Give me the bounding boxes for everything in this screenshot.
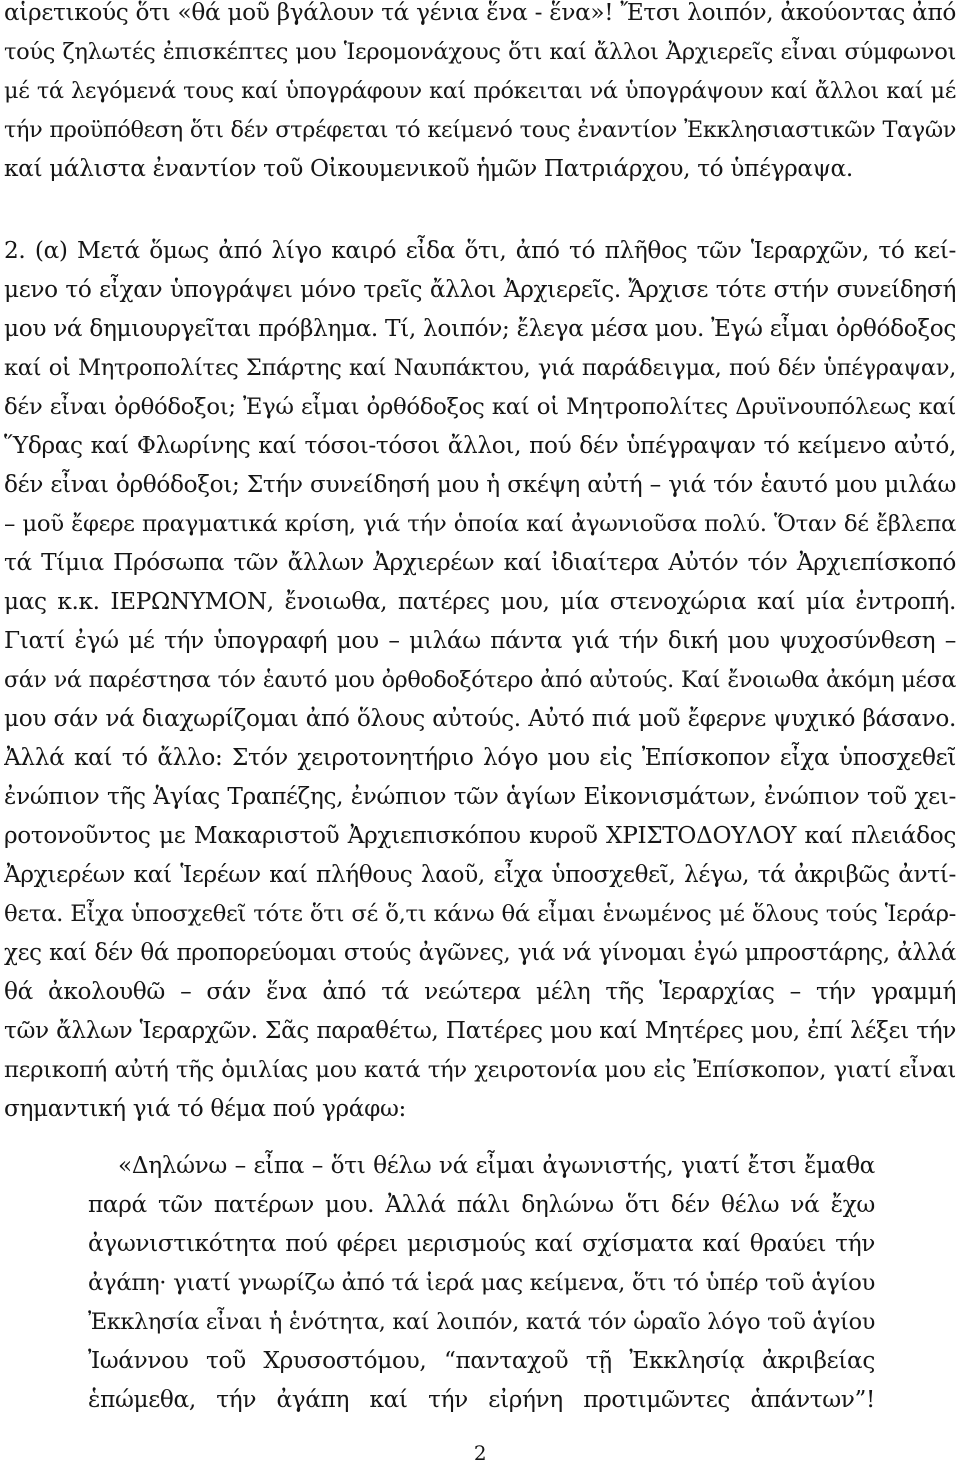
quote-line: παρά τῶν πατέρων μου. Ἀλλά πάλι δηλώνω ὅτι δέν θέλω νά ἔχω — [88, 1191, 875, 1218]
text-line: Ἀλλά καί τό ἄλλο: Στόν χειροτονητήριο λόγο μου εἰς Ἐπίσκοπον εἶχα ὑποσχεθεῖ — [4, 744, 956, 771]
text-line: περικοπή αὐτή τῆς ὁμιλίας μου κατά τήν χειροτονία μου εἰς Ἐπίσκοπον, γιατί εἶναι — [4, 1057, 956, 1083]
quote-line: «Δηλώνω – εἶπα – ὅτι θέλω νά εἶμαι ἀγωνιστής, γιατί ἔτσι ἔμαθα — [118, 1152, 875, 1179]
quote-line: ἀγωνιστικότητα πού φέρει μερισμούς καί σχίσματα καί θραύει τήν — [88, 1230, 875, 1257]
quote-line: Ἐκκλησία εἶναι ἡ ἑνότητα, καί λοιπόν, κατά τόν ὡραῖο λόγο τοῦ ἁγίου — [88, 1309, 875, 1335]
text-line: Γιατί ἐγώ μέ τήν ὑπογραφή μου – μιλάω πάντα γιά τήν δική μου ψυχοσύνθεση – — [4, 627, 956, 654]
text-line: μου σάν νά διαχωρίζομαι ἀπό ὅλους αὐτούς. Αὐτό πιά μοῦ ἔφερνε ψυχικό βάσανο. — [4, 705, 956, 732]
text-line: ροτονοῦντος με Μακαριστοῦ Ἀρχιεπισκόπου κυροῦ ΧΡΙΣΤΟΔΟΥΛΟΥ καί πλειάδος — [4, 822, 956, 849]
text-line: τά Τίμια Πρόσωπα τῶν ἄλλων Ἀρχιερέων καί ἰδιαίτερα Αὐτόν τόν Ἀρχιεπίσκοπό — [4, 549, 956, 576]
text-line: 2. (α) Μετά ὅμως ἀπό λίγο καιρό εἶδα ὅτι, ἀπό τό πλῆθος τῶν Ἱεραρχῶν, τό κεί- — [4, 237, 956, 264]
text-line: σημαντική γιά τό θέμα πού γράφω: — [4, 1095, 406, 1122]
text-line: μου νά δημιουργεῖται πρόβλημα. Τί, λοιπόν; ἔλεγα μέσα μου. Ἐγώ εἶμαι ὀρθόδοξος — [4, 315, 956, 342]
text-line: σάν νά παρέστησα τόν ἑαυτό μου ὀρθοδοξότερο ἀπό αὐτούς. Καί ἔνοιωθα ἀκόμη μέσα — [4, 667, 956, 693]
text-line: χες καί δέν θά προπορεύομαι στούς ἀγῶνες, γιά νά γίνομαι ἐγώ μπροστάρης, ἀλλά — [4, 940, 956, 966]
text-line: θετα. Εἶχα ὑποσχεθεῖ τότε ὅτι σέ ὅ,τι κάνω θά εἶμαι ἑνωμένος μέ ὅλους τούς Ἱεράρ- — [4, 901, 956, 927]
text-line: τούς ζηλωτές ἐπισκέπτες μου Ἱερομονάχους ὅτι καί ἄλλοι Ἀρχιερεῖς εἶναι σύμφωνοι — [4, 39, 956, 65]
text-line: καί μάλιστα ἐναντίον τοῦ Οἰκουμενικοῦ ἡμῶν Πατριάρχου, τό ὑπέγραψα. — [4, 155, 853, 182]
text-line: θά ἀκολουθῶ – σάν ἕνα ἀπό τά νεώτερα μέλη τῆς Ἱεραρχίας – τήν γραμμή — [4, 978, 956, 1005]
quote-line: ἑπώμεθα, τήν ἀγάπη καί τήν εἰρήνη προτιμῶντες ἁπάντων”! — [88, 1386, 875, 1413]
text-line: δέν εἶναι ὀρθόδοξοι; Ἐγώ εἶμαι ὀρθόδοξος καί οἱ Μητροπολίτες Δρυϊνουπόλεως καί — [4, 394, 956, 420]
quote-line: ἀγάπη· γιατί γνωρίζω ἀπό τά ἱερά μας κείμενα, ὅτι τό ὑπέρ τοῦ ἁγίου — [88, 1270, 875, 1296]
quote-line: Ἰωάννου τοῦ Χρυσοστόμου, “πανταχοῦ τῇ Ἐκκλησίᾳ ἀκριβείας — [88, 1347, 875, 1374]
text-line: Ἀρχιερέων καί Ἱερέων καί πλήθους λαοῦ, εἶχα ὑποσχεθεῖ, λέγω, τά ἀκριβῶς ἀντί- — [4, 861, 956, 888]
text-line: ἐνώπιον τῆς Ἁγίας Τραπέζης, ἐνώπιον τῶν ἁγίων Εἰκονισμάτων, ἐνώπιον τοῦ χει- — [4, 783, 956, 810]
text-line: δέν εἶναι ὀρθόδοξοι; Στήν συνείδησή μου ἡ σκέψη αὐτή – γιά τόν ἑαυτό μου μιλάω — [4, 471, 956, 498]
text-line: αἱρετικούς ὅτι «θά μοῦ βγάλουν τά γένια ἕνα - ἕνα»! Ἔτσι λοιπόν, ἀκούοντας ἀπό — [4, 0, 956, 26]
text-line: – μοῦ ἔφερε πραγματικά κρίση, γιά τήν ὁποία καί ἀγωνιοῦσα πολύ. Ὅταν δέ ἔβλεπα — [4, 511, 956, 537]
text-line: τῶν ἄλλων Ἱεραρχῶν. Σᾶς παραθέτω, Πατέρες μου καί Μητέρες μου, ἐπί λέξει τήν — [4, 1017, 956, 1044]
text-line: Ὕδρας καί Φλωρίνης καί τόσοι-τόσοι ἄλλοι, πού δέν ὑπέγραψαν τό κείμενο αὐτό, — [4, 432, 956, 459]
page-number: 2 — [473, 1441, 487, 1465]
text-line: μας κ.κ. ΙΕΡΩΝΥΜΟΝ, ἔνοιωθα, πατέρες μου, μία στενοχώρια καί μία ἐντροπή. — [4, 588, 956, 615]
text-line: μέ τά λεγόμενά τους καί ὑπογράφουν καί πρόκειται νά ὑπογράψουν καί ἄλλοι καί μέ — [4, 78, 956, 104]
text-line: μενο τό εἶχαν ὑπογράψει μόνο τρεῖς ἄλλοι Ἀρχιερεῖς. Ἄρχισε τότε στήν συνείδησή — [4, 276, 956, 303]
text-line: τήν προϋπόθεση ὅτι δέν στρέφεται τό κείμενό τους ἐναντίον Ἐκκλησιαστικῶν Ταγῶν — [4, 117, 956, 143]
text-line: καί οἱ Μητροπολίτες Σπάρτης καί Ναυπάκτου, γιά παράδειγμα, πού δέν ὑπέγραψαν, — [4, 355, 956, 381]
